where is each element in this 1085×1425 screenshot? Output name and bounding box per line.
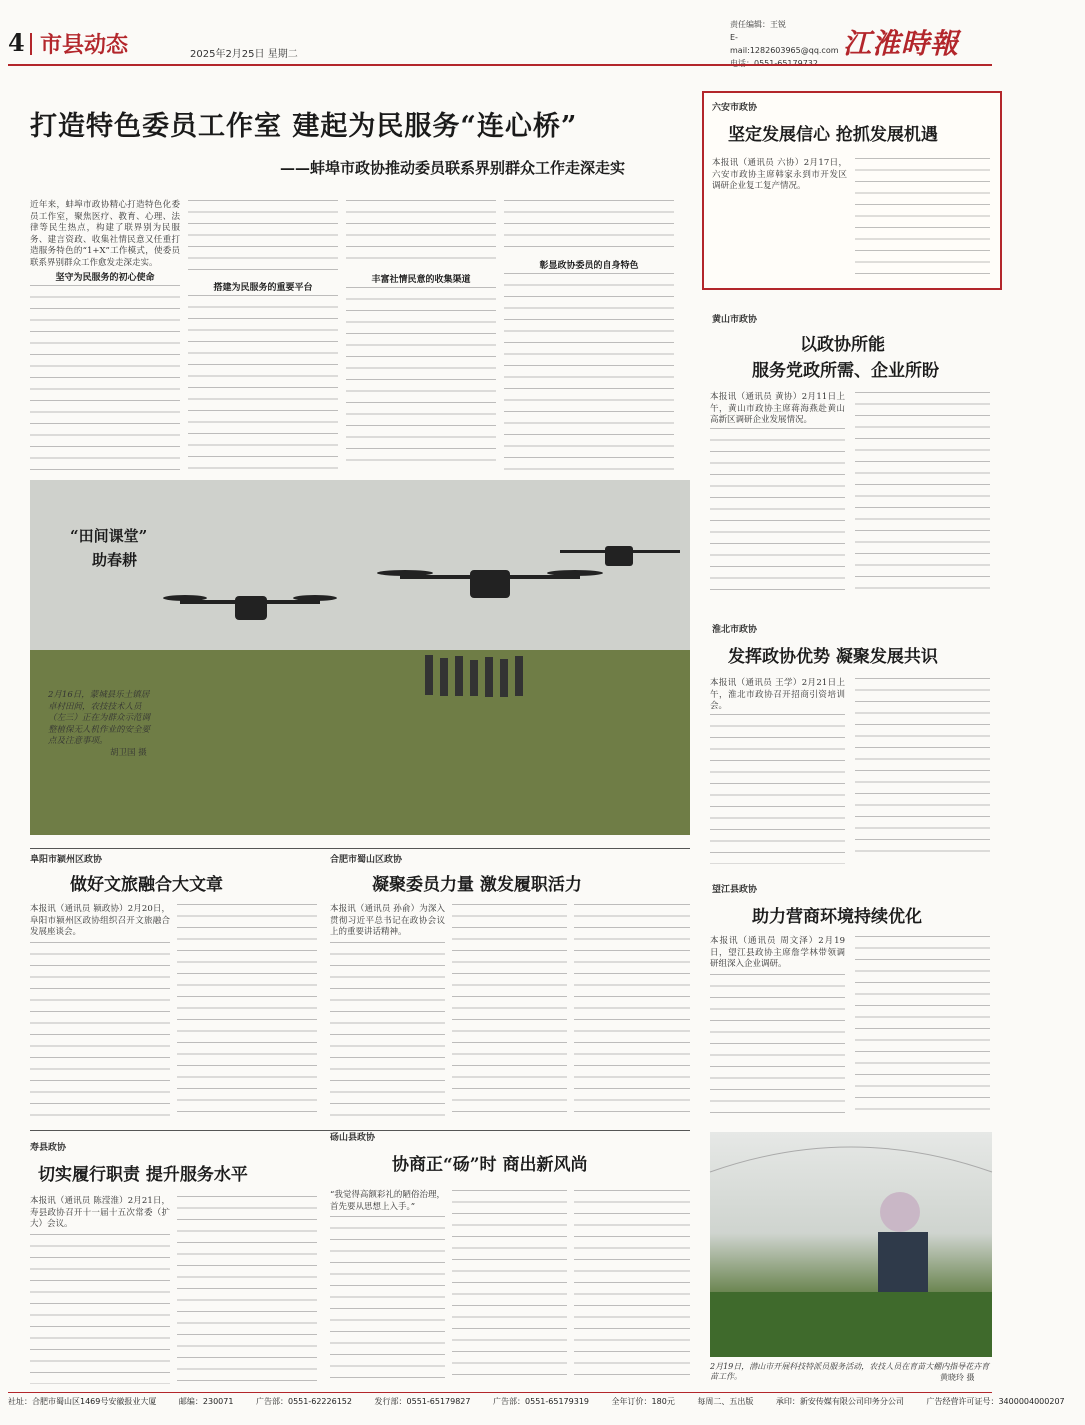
- article-7-title: 切实履行职责 提升服务水平: [38, 1165, 248, 1185]
- article-8-body-4: [574, 1190, 690, 1384]
- article-7-kicker: 寿县政协: [30, 1143, 67, 1153]
- article-5-body: 本报讯（通讯员 孙俞）为深入贯彻习近平总书记在政协会议上的重要讲话精神。: [330, 904, 445, 937]
- greenhouse-illustration: [710, 1132, 992, 1357]
- article-4-body-3: [177, 904, 317, 1122]
- article-2-body-2: [710, 428, 845, 593]
- photo-caption: 2月16日，蒙城县乐土镇居卓村田间，农技技术人员（左三）正在为群众示范调整植保无人机作业的安全要点及注意事项。: [48, 690, 151, 746]
- article-2-title-2: 服务党政所需、企业所盼: [752, 361, 939, 381]
- editor: 责任编辑：王锐: [730, 20, 786, 29]
- article-4-kicker: 阜阳市颍州区政协: [30, 855, 103, 865]
- footer: [8, 1392, 1065, 1410]
- article-8-kicker: 砀山县政协: [330, 1133, 376, 1143]
- article-4-body: 本报讯（通讯员 颍政协）2月20日，阜阳市颍州区政协组织召开文旅融合发展座谈会。: [30, 904, 170, 937]
- article-4-title: 做好文旅融合大文章: [70, 875, 223, 895]
- footer-ad-phone-2: 广告部：0551-65179319: [493, 1397, 589, 1406]
- article-2-title: 以政协所能: [800, 335, 885, 355]
- greenhouse-caption: 2月19日，潜山市开展科技特派员服务活动，农技人员在育苗大棚内指导花卉育苗工作。: [710, 1362, 990, 1381]
- article-6-body-3: [855, 936, 990, 1120]
- article-5-title: 凝聚委员力量 激发履职活力: [372, 875, 582, 895]
- header-rule: [8, 64, 992, 66]
- section-name: 市县动态: [40, 32, 129, 58]
- issue-date: 2025年2月25日 星期二: [190, 49, 298, 60]
- masthead-logo: 江淮時報: [843, 27, 960, 60]
- article-3-body-3: [855, 678, 990, 858]
- lead-headline: 打造特色委员工作室 建起为民服务“连心桥”: [30, 111, 578, 142]
- section-divider: [30, 848, 690, 849]
- lead-col-3a: [346, 200, 496, 260]
- lead-col-1: [30, 285, 180, 470]
- lead-col-4b: [504, 273, 674, 470]
- footer-schedule: 每周二、五出版: [697, 1397, 754, 1406]
- lead-subhead-1: 坚守为民服务的初心使命: [55, 273, 155, 283]
- article-1-title: 坚定发展信心 抢抓发展机遇: [728, 125, 938, 145]
- footer-postcode: 邮编：230071: [178, 1397, 234, 1406]
- article-5-body-4: [574, 904, 690, 1122]
- lead-col-2b: [188, 295, 338, 470]
- photo-title: “田间课堂”: [70, 527, 148, 545]
- article-5-body-2: [330, 942, 445, 1122]
- page-number: 4: [8, 28, 25, 57]
- photo-credit: 胡卫国 摄: [110, 748, 147, 758]
- article-5-body-3: [452, 904, 567, 1122]
- article-3-title: 发挥政协优势 凝聚发展共识: [728, 647, 938, 667]
- footer-price: 全年订价：180元: [611, 1397, 675, 1406]
- contact-block: [730, 18, 840, 70]
- article-7-body-3: [177, 1196, 317, 1384]
- lead-subhead-4: 彰显政协委员的自身特色: [539, 261, 639, 271]
- article-8-title: 协商正“砀”时 商出新风尚: [392, 1155, 588, 1175]
- article-6-body: 本报讯（通讯员 周文泽）2月19日，望江县政协主席詹学林带领调研组深入企业调研。: [710, 936, 845, 969]
- photo-title-2: 助春耕: [92, 551, 138, 569]
- article-8-body-3: [452, 1190, 567, 1384]
- article-1-body: 本报讯（通讯员 六协）2月17日，六安市政协主席韩家永到市开发区调研企业复工复产情况。: [712, 158, 847, 191]
- article-2-kicker: 黄山市政协: [712, 315, 758, 325]
- lead-subhead-2: 搭建为民服务的重要平台: [213, 283, 313, 293]
- article-1-body-2: [855, 158, 990, 278]
- article-1-kicker: 六安市政协: [712, 103, 758, 113]
- lead-opening: 近年来，蚌埠市政协精心打造特色化委员工作室，聚焦医疗、教育、心理、法律等民生热点，构建了联界别为民服务、建言资政、收集社情民意又任重打造服务特色的“1+X”工作模式，使委员联系界别群众工作愈发走深走实。: [30, 200, 180, 268]
- lead-subheadline: ——蚌埠市政协推动委员联系界别群众工作走深走实: [280, 159, 626, 177]
- lead-col-2a: [188, 200, 338, 270]
- lead-col-4a: [504, 200, 674, 255]
- lead-subhead-3: 丰富社情民意的收集渠道: [371, 275, 471, 285]
- article-3-body-2: [710, 714, 845, 864]
- article-7-body-2: [30, 1234, 170, 1384]
- footer-printer: 承印：新安传媒有限公司印务分公司: [775, 1397, 904, 1406]
- article-7-body: 本报讯（通讯员 陈滢淮）2月21日，寿县政协召开十一届十五次常委（扩大）会议。: [30, 1196, 170, 1229]
- article-3-body: 本报讯（通讯员 王学）2月21日上午，淮北市政协召开招商引资培训会。: [710, 678, 845, 711]
- article-2-body-3: [855, 392, 990, 592]
- footer-ad-phone: 广告部：0551-62226152: [256, 1397, 352, 1406]
- greenhouse-photo: [710, 1132, 992, 1357]
- article-6-title: 助力营商环境持续优化: [752, 907, 922, 927]
- article-6-body-2: [710, 974, 845, 1120]
- article-3-kicker: 淮北市政协: [712, 625, 758, 635]
- greenhouse-credit: 黄晓玲 摄: [940, 1373, 975, 1382]
- lead-col-3b: [346, 287, 496, 470]
- header-bar: [30, 33, 32, 55]
- footer-distribution-phone: 发行部：0551-65179827: [374, 1397, 471, 1406]
- article-8-body: “我觉得高额彩礼的陋俗治理，首先要从思想上入手。”: [330, 1190, 445, 1212]
- email: E-mail:1282603965@qq.com: [730, 33, 839, 55]
- article-2-body: 本报讯（通讯员 黄协）2月11日上午，黄山市政协主席蒋海燕赴黄山高新区调研企业发展情况。: [710, 392, 845, 425]
- footer-address: 社址：合肥市蜀山区1469号安徽报业大厦: [8, 1397, 157, 1406]
- article-6-kicker: 望江县政协: [712, 885, 758, 895]
- footer-license: 广告经营许可证号：3400004000207: [926, 1397, 1065, 1406]
- article-4-body-2: [30, 942, 170, 1122]
- article-8-body-2: [330, 1216, 445, 1384]
- article-5-kicker: 合肥市蜀山区政协: [330, 855, 403, 865]
